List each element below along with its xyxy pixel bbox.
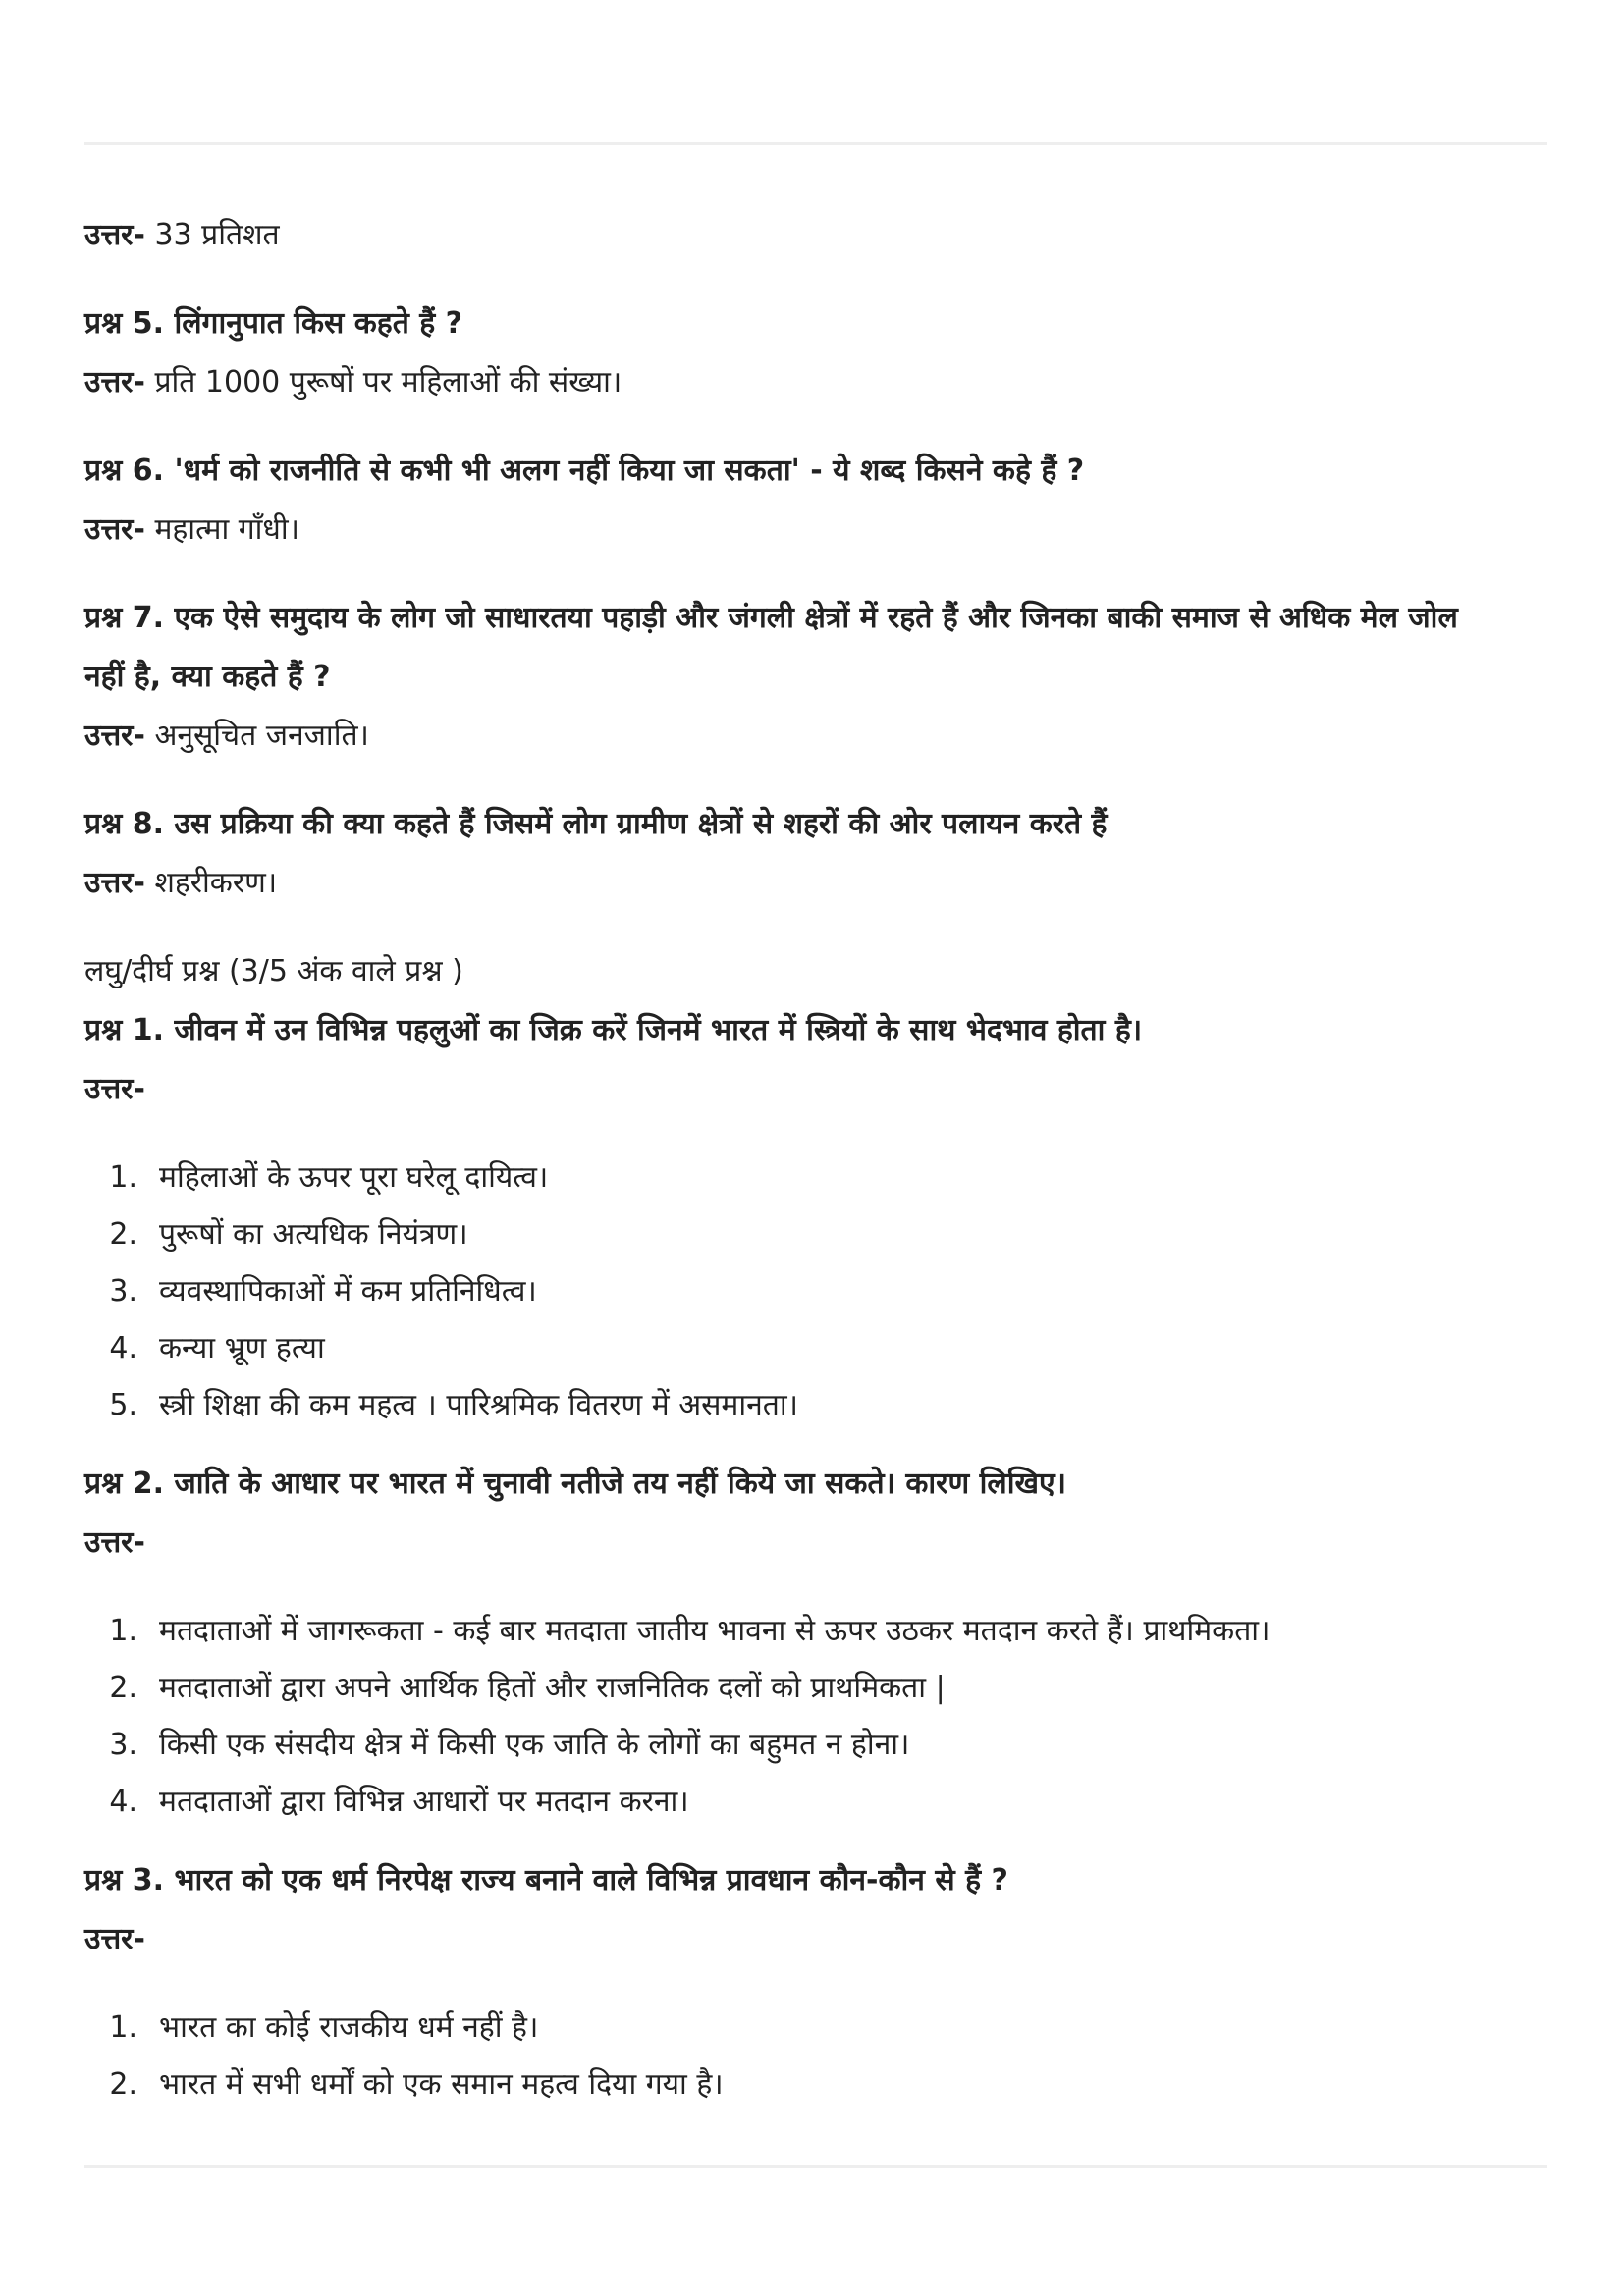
answer-line: उत्तर- प्रति 1000 पुरूषों पर महिलाओं की संख्या।	[84, 365, 622, 400]
list-item: 1. महिलाओं के ऊपर पूरा घरेलू दायित्व।	[109, 1160, 549, 1195]
question-5: प्रश्न 5. लिंगानुपात किस कहते हैं ?	[84, 306, 463, 341]
list-item: 2. मतदाताओं द्वारा अपने आर्थिक हितों और राजनितिक दलों को प्राथमिकता |	[109, 1671, 946, 1705]
answer-list-3	[84, 1999, 1547, 2112]
list-item: 2. पुरूषों का अत्यधिक नियंत्रण।	[109, 1217, 468, 1252]
question-6: प्रश्न 6. 'धर्म को राजनीति से कभी भी अलग नहीं किया जा सकता' - ये शब्द किसने कहे हैं ?	[84, 454, 1085, 488]
answer-list-2	[84, 1602, 1547, 1830]
question-8: प्रश्न 8. उस प्रक्रिया की क्या कहते हैं जिसमें लोग ग्रामीण क्षेत्रों से शहरों की ओर पलायन करते हैं	[84, 807, 1108, 841]
answer-list-1	[84, 1148, 1547, 1433]
question-7-line-2: नहीं है, क्या कहते हैं ?	[84, 660, 331, 694]
top-divider	[84, 142, 1547, 145]
section-heading: लघु/दीर्घ प्रश्न (3/5 अंक वाले प्रश्न )	[84, 954, 463, 988]
bottom-divider	[84, 2165, 1547, 2168]
list-item: 5. स्त्री शिक्षा की कम महत्व । पारिश्रमिक वितरण में असमानता।	[109, 1388, 799, 1422]
long-question-1: प्रश्न 1. जीवन में उन विभिन्न पहलुओं का जिक्र करें जिनमें भारत में स्त्रियों के साथ भेदभाव होता है।	[84, 1013, 1143, 1047]
answer-label: उत्तर-	[84, 1922, 145, 1956]
answer-line: उत्तर- महात्मा गाँधी।	[84, 512, 300, 547]
list-item: 3. किसी एक संसदीय क्षेत्र में किसी एक जाति के लोगों का बहुमत न होना।	[109, 1728, 910, 1762]
answer-line: उत्तर- शहरीकरण।	[84, 866, 278, 900]
list-item: 3. व्यवस्थापिकाओं में कम प्रतिनिधित्व।	[109, 1274, 537, 1308]
list-item: 4. कन्या भ्रूण हत्या	[109, 1331, 325, 1365]
long-question-2: प्रश्न 2. जाति के आधार पर भारत में चुनावी नतीजे तय नहीं किये जा सकते। कारण लिखिए।	[84, 1467, 1066, 1501]
answer-line: उत्तर- 33 प्रतिशत	[84, 218, 280, 252]
document-body	[84, 206, 1547, 2112]
long-question-3: प्रश्न 3. भारत को एक धर्म निरपेक्ष राज्य बनाने वाले विभिन्न प्रावधान कौन-कौन से हैं ?	[84, 1863, 1008, 1897]
list-item: 2. भारत में सभी धर्मों को एक समान महत्व दिया गया है।	[109, 2067, 724, 2102]
answer-line: उत्तर- अनुसूचित जनजाति।	[84, 719, 369, 753]
answer-label: उत्तर-	[84, 1072, 145, 1106]
answer-label: उत्तर-	[84, 1525, 145, 1560]
list-item: 4. मतदाताओं द्वारा विभिन्न आधारों पर मतदान करना।	[109, 1785, 689, 1819]
list-item: 1. भारत का कोई राजकीय धर्म नहीं है।	[109, 2010, 539, 2045]
list-item: 1. मतदाताओं में जागरूकता - कई बार मतदाता जातीय भावना से ऊपर उठकर मतदान करते हैं। प्राथमिकता।	[109, 1614, 1271, 1648]
question-7-line-1: प्रश्न 7. एक ऐसे समुदाय के लोग जो साधारतया पहाड़ी और जंगली क्षेत्रों में रहते हैं और जिनका बाकी समाज से अधिक मेल जोल	[84, 601, 1458, 635]
